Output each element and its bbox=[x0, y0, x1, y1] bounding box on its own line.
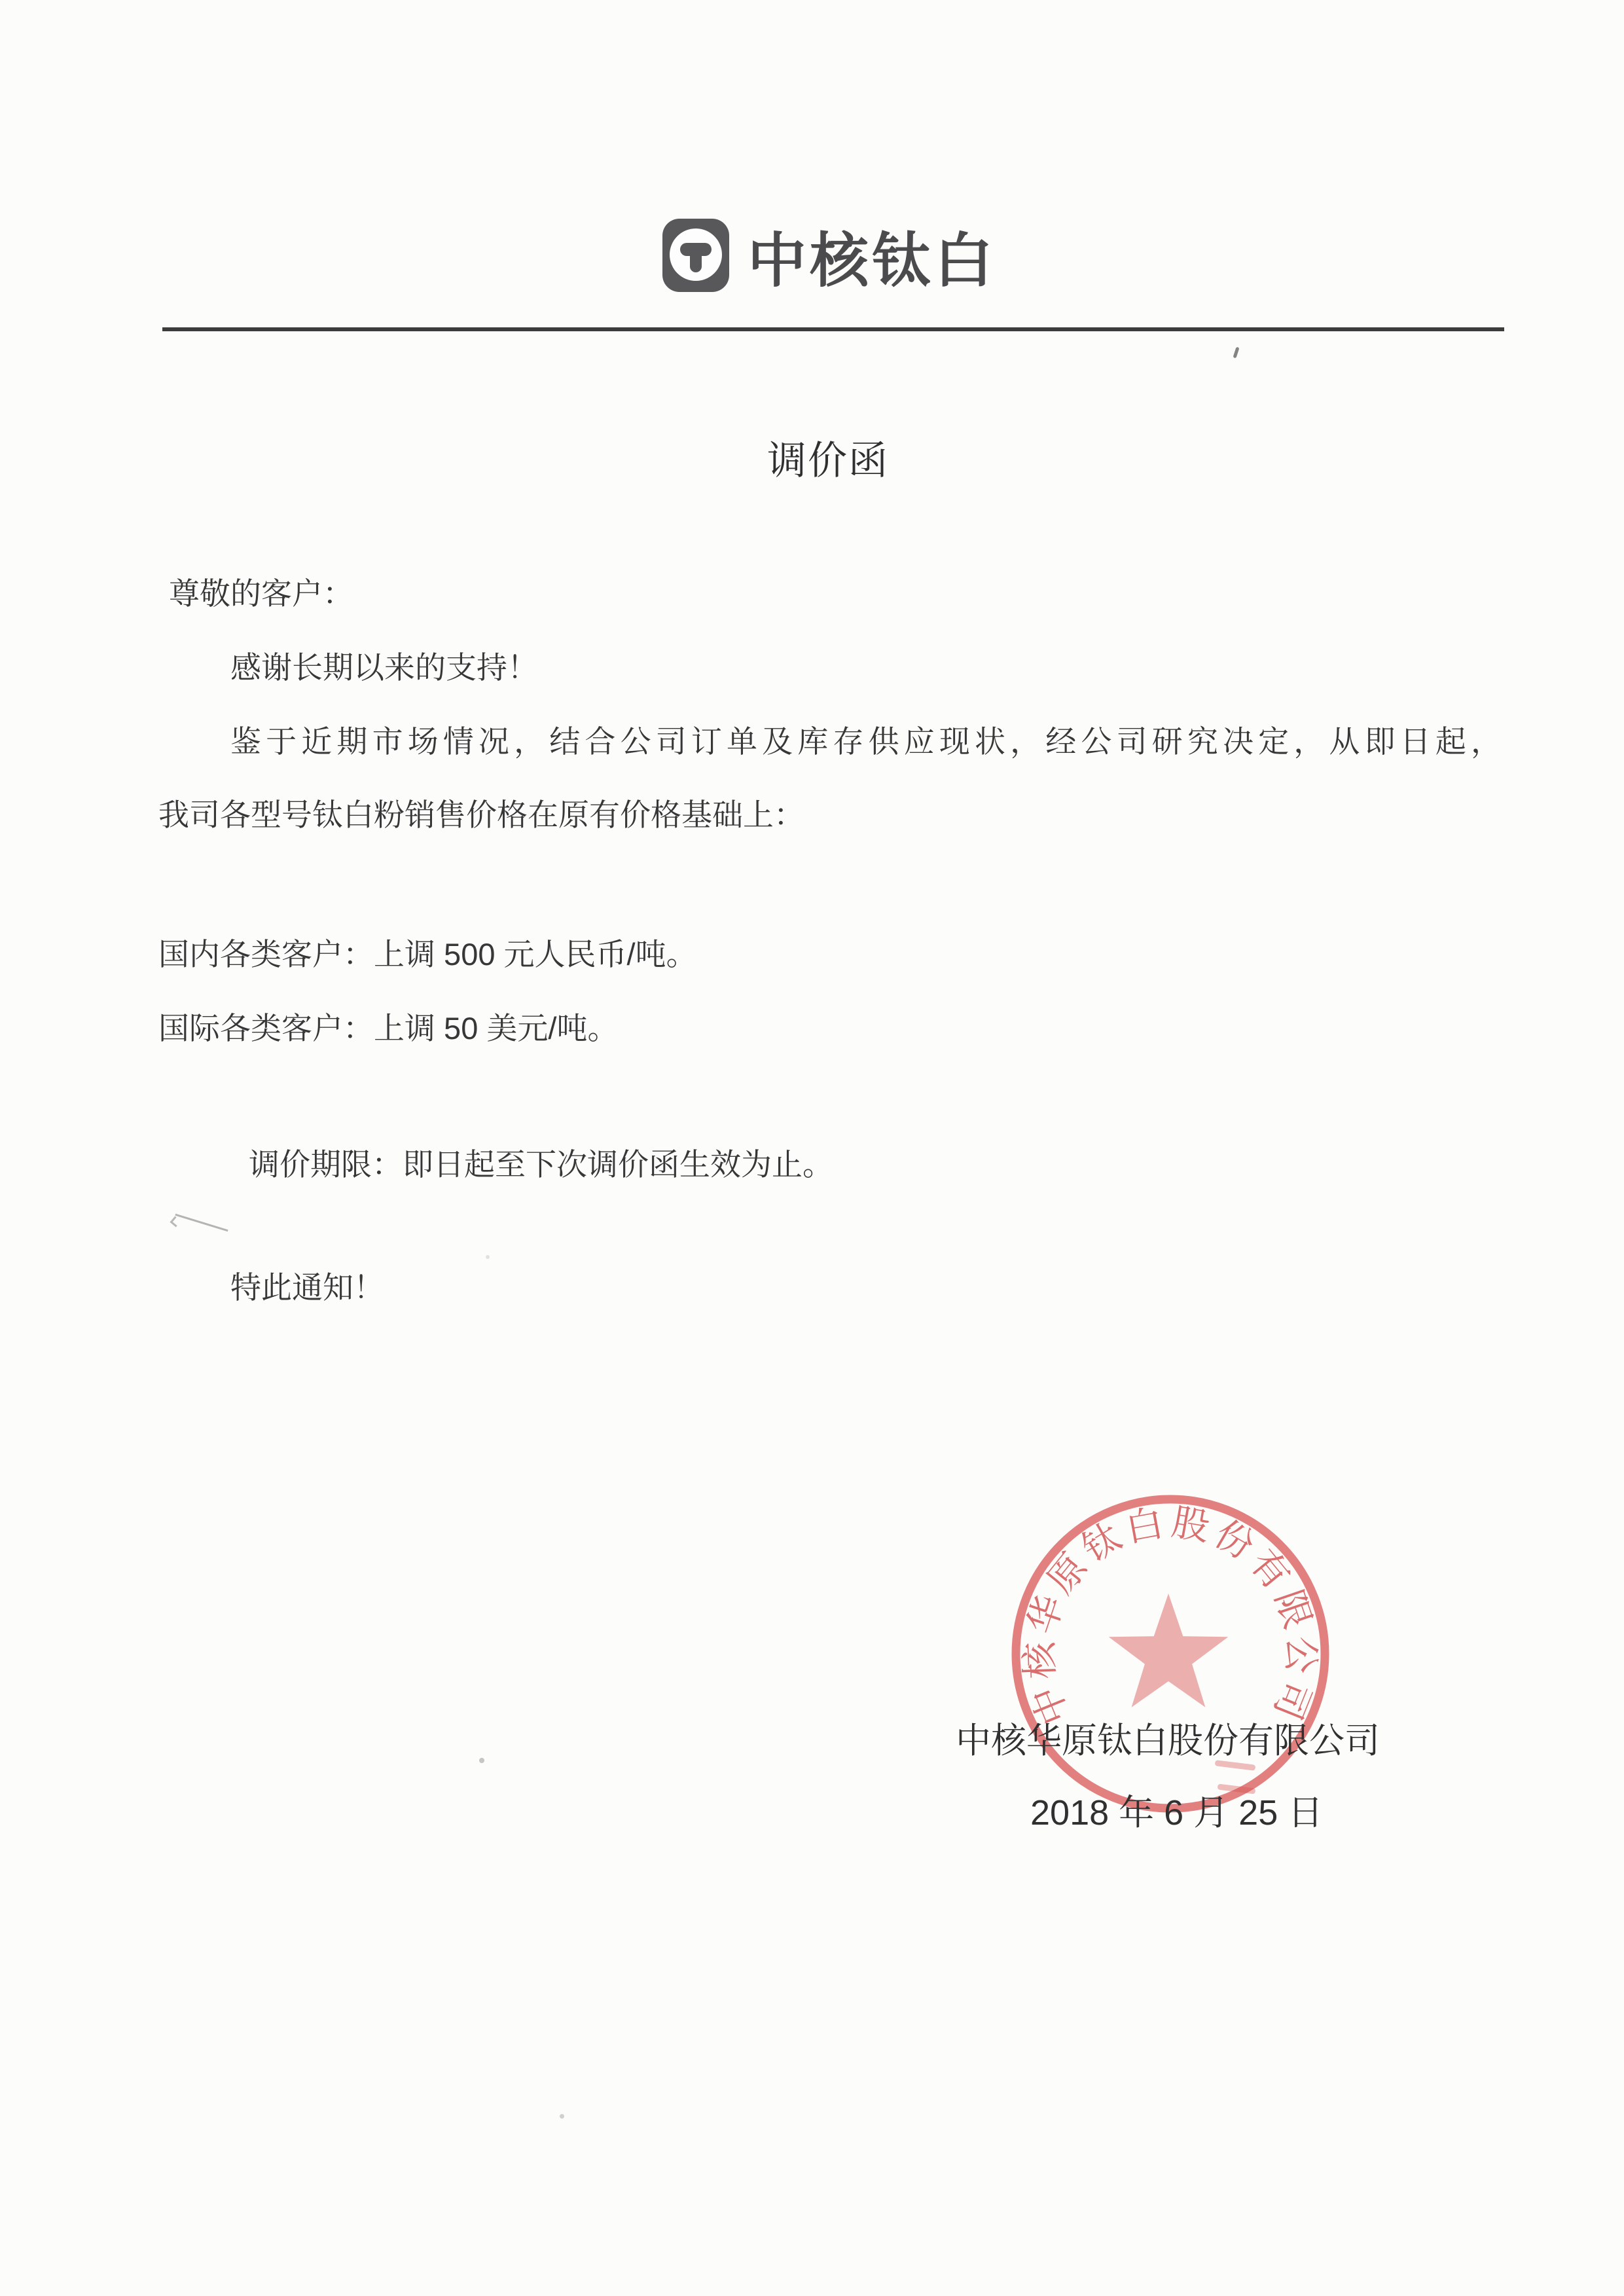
signature-date: 2018 年 6 月 25 日 bbox=[1030, 1793, 1324, 1832]
salutation-line: 尊敬的客户： bbox=[169, 576, 353, 611]
company-seal-stamp bbox=[1000, 1484, 1341, 1824]
seal-star-icon bbox=[1109, 1594, 1229, 1707]
company-logo bbox=[662, 217, 996, 293]
thanks-line: 感谢长期以来的支持！ bbox=[230, 650, 538, 685]
letterhead-divider bbox=[162, 327, 1504, 331]
cnnc-titanium-logo-icon bbox=[662, 219, 729, 292]
paragraph-line-2: 我司各型号钛白粉销售价格在原有价格基础上： bbox=[158, 797, 804, 832]
price-period-line: 调价期限：即日起至下次调价函生效为止。 bbox=[249, 1147, 833, 1182]
domestic-price-line: 国内各类客户：上调 500 元人民币/吨。 bbox=[158, 937, 697, 972]
seal-arc-text: 中核华原钛白股份有限公司 bbox=[1019, 1501, 1322, 1730]
letter-title: 调价函 bbox=[767, 439, 889, 483]
logo-t-glyph-stem bbox=[690, 250, 702, 272]
pencil-scratch-arrowhead bbox=[170, 1216, 181, 1228]
scan-speck bbox=[486, 1255, 490, 1259]
pencil-scratch-artifact bbox=[175, 1214, 228, 1231]
international-price-line: 国际各类客户：上调 50 美元/吨。 bbox=[158, 1011, 619, 1046]
scan-speck bbox=[1233, 347, 1239, 359]
scan-speck bbox=[479, 1758, 484, 1763]
scan-speck bbox=[560, 2114, 564, 2119]
paragraph-line-1: 鉴于近期市场情况，结合公司订单及库存供应现状，经公司研究决定，从即日起， bbox=[230, 724, 1502, 759]
notice-line: 特此通知！ bbox=[230, 1270, 384, 1305]
signature-company-name: 中核华原钛白股份有限公司 bbox=[956, 1721, 1380, 1760]
logo-wordmark: 中核钛白 bbox=[748, 228, 996, 294]
